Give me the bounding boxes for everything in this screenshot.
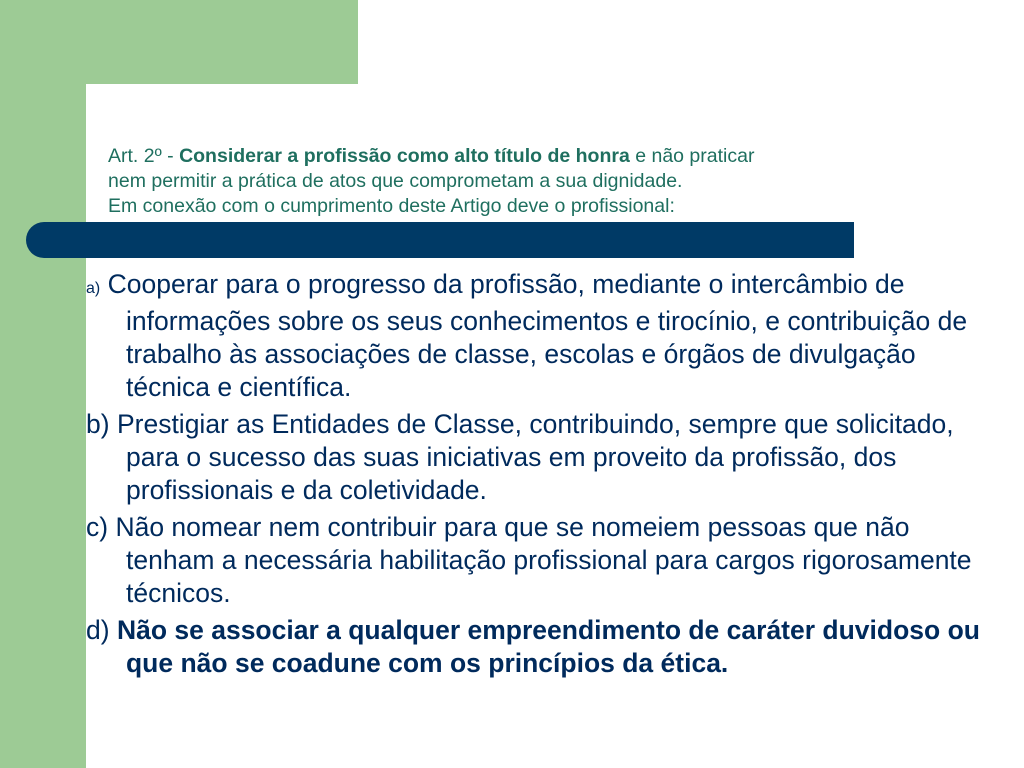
title-rest: e não praticar <box>629 145 755 167</box>
list-item-d <box>86 614 996 680</box>
list-item-a <box>86 268 996 404</box>
item-text: Não se associar a qualquer empreendimento de caráter duvidoso ou que não se coadune com os princípios da ética. <box>116 615 980 678</box>
title-line-1 <box>108 144 978 169</box>
item-marker: b) <box>86 409 110 439</box>
item-marker: d) <box>86 615 110 645</box>
item-marker: c) <box>86 512 109 542</box>
green-left-band <box>0 0 86 768</box>
title-line-3: Em conexão com o cumprimento deste Artigo deve o profissional: <box>108 195 675 217</box>
list-item-b <box>86 408 996 507</box>
slide-body <box>86 268 996 684</box>
item-text: Prestigiar as Entidades de Classe, contribuindo, sempre que solicitado, para o sucesso das suas iniciativas em proveito da profissão, dos profissionais e da coletividade. <box>116 409 954 505</box>
title-bold: Considerar a profissão como alto título de honra <box>179 145 630 167</box>
list-item-c <box>86 511 996 610</box>
title-line-2: nem permitir a prática de atos que comprometam a sua dignidade. <box>108 170 683 192</box>
dark-divider-bar <box>26 222 854 258</box>
item-text: Cooperar para o progresso da profissão, mediante o intercâmbio de informações sobre os seus conhecimentos e tirocínio, e contribuição de trabalho às associações de classe, escolas e órgãos de divulgação técnica e científica. <box>107 269 968 402</box>
item-text: Não nomear nem contribuir para que se nomeiem pessoas que não tenham a necessária habilitação profissional para cargos rigorosamente técnicos. <box>115 512 972 608</box>
slide-title <box>108 144 978 219</box>
item-marker: a) <box>86 280 101 297</box>
title-prefix: Art. 2º - <box>108 145 180 167</box>
